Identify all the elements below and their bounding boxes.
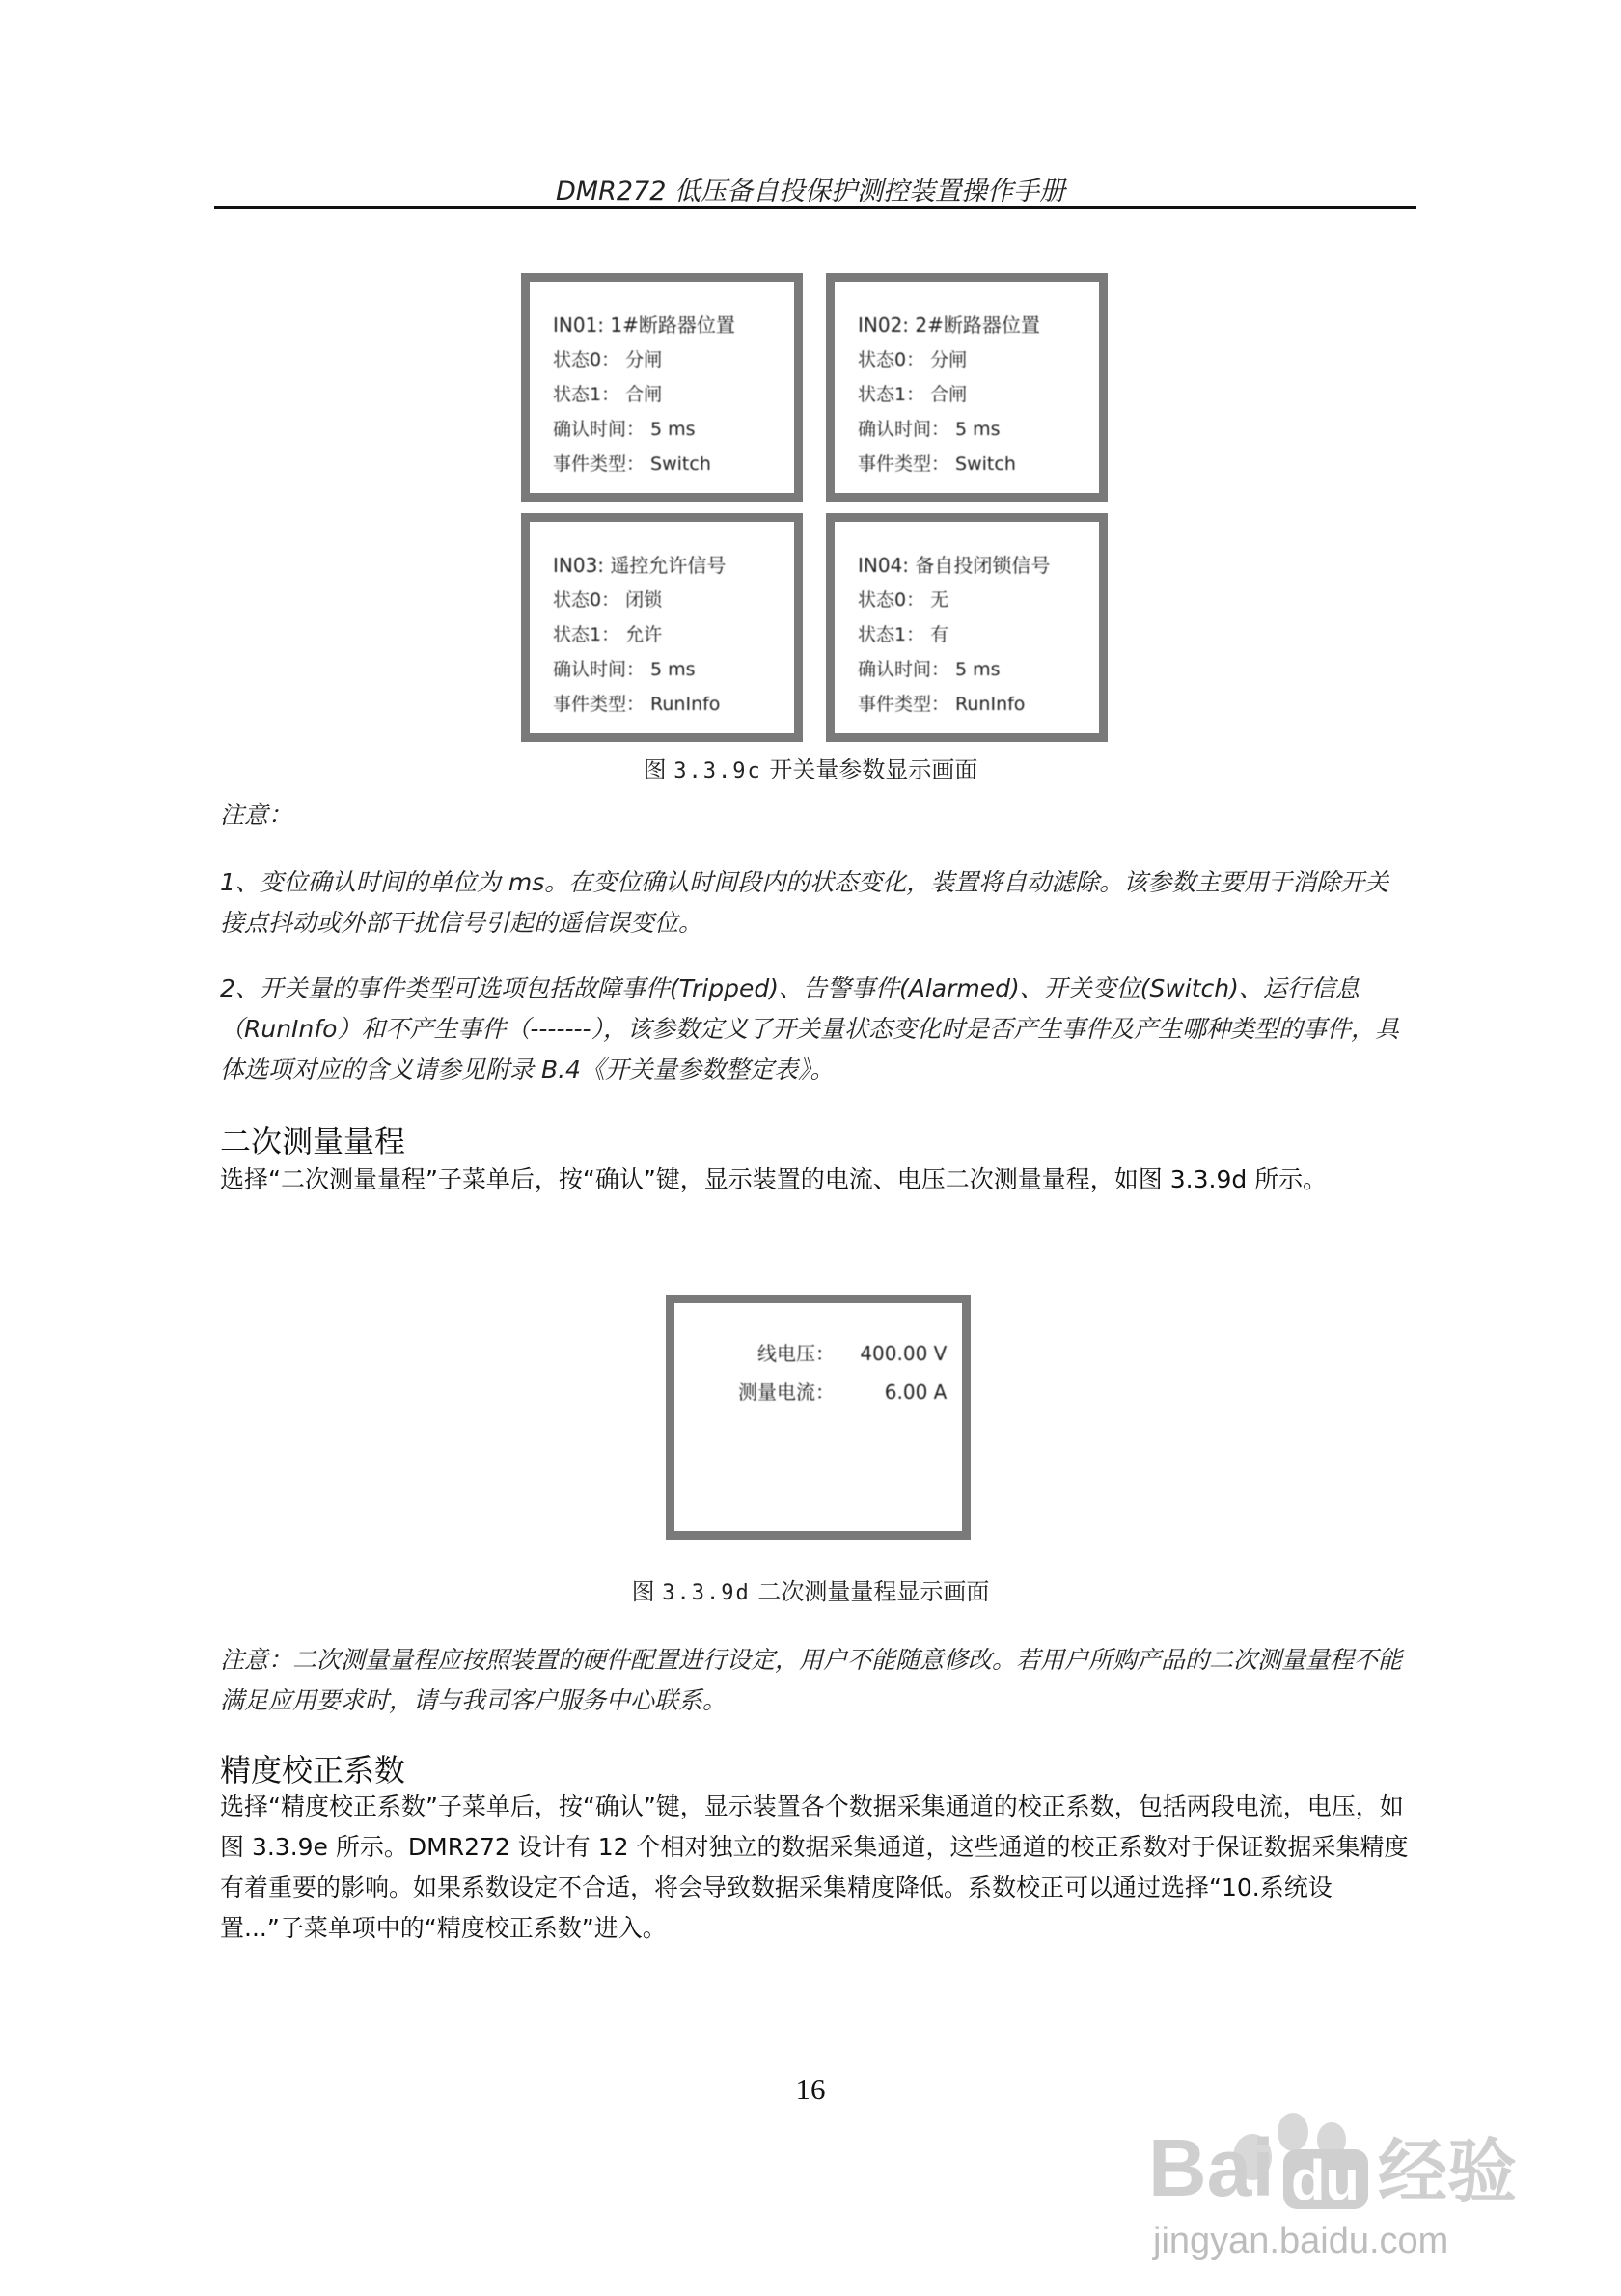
lcd-line: IN03: 遥控允许信号 xyxy=(553,554,727,577)
baidu-jingyan-watermark-logo xyxy=(1148,2091,1553,2217)
lcd-panel-in02 xyxy=(826,273,1108,502)
lcd-line: 状态0： 无 xyxy=(858,589,949,611)
current-label: 测量电流： xyxy=(738,1380,835,1404)
svg-text:Bai: Bai xyxy=(1148,2122,1275,2213)
svg-text:du: du xyxy=(1291,2149,1360,2212)
caption-prefix: 图 xyxy=(631,1578,655,1605)
section-heading-secondary-range: 二次测量量程 xyxy=(220,1123,406,1160)
voltage-value: 400.00 V xyxy=(860,1342,948,1365)
caption-prefix: 图 xyxy=(643,756,667,783)
lcd-line: 状态1： 允许 xyxy=(553,624,663,645)
page-number: 16 xyxy=(795,2072,826,2106)
voltage-label: 线电压： xyxy=(757,1342,835,1365)
caption-text: 二次测量量程显示画面 xyxy=(757,1578,990,1605)
svg-text:经验: 经验 xyxy=(1378,2131,1518,2212)
caption-number: 3.3.9d xyxy=(662,1581,751,1605)
caption-number: 3.3.9c xyxy=(673,759,762,783)
lcd-line: 确认时间： 5 ms xyxy=(858,419,1001,440)
lcd-line: 事件类型： Switch xyxy=(553,453,711,475)
lcd-line: 状态1： 合闸 xyxy=(553,384,663,405)
note-item-1: 1、变位确认时间的单位为 ms。在变位确认时间段内的状态变化，装置将自动滤除。该参数主要用于消除开关接点抖动或外部干扰信号引起的遥信误变位。 xyxy=(220,868,1389,937)
lcd-panel-in01 xyxy=(521,273,803,502)
lcd-line: 状态0： 闭锁 xyxy=(553,589,663,611)
section-paragraph-precision: 选择“精度校正系数”子菜单后，按“确认”键，显示装置各个数据采集通道的校正系数，包括两段电流，电压，如图 3.3.9e 所示。DMR272 设计有 12 个相对独立的数据采集通道，这些通道的校正系数对于保证数据采集精度有着重要的影响。如果系数设定不合适，将会导致数据采集精度降低。系数校正可以通过选择“10.系统设置...”子菜单项中的“精度校正系数”进入。 xyxy=(220,1792,1409,1942)
lcd-line: IN01: 1#断路器位置 xyxy=(553,314,735,337)
note-item-2: 2、开关量的事件类型可选项包括故障事件(Tripped)、告警事件(Alarmed)、开关变位(Switch)、运行信息（RunInfo）和不产生事件（-------），该参数定义了开关量状态变化时是否产生事件及产生哪种类型的事件，具体选项对应的含义请参见附录 B.4《开关量参数整定表》。 xyxy=(220,974,1400,1083)
header-divider xyxy=(214,206,1416,209)
lcd-panel-secondary-range xyxy=(666,1295,971,1540)
lcd-line: 状态0： 分闸 xyxy=(553,349,663,370)
lcd-line: IN02: 2#断路器位置 xyxy=(858,314,1040,337)
lcd-line: 事件类型： Switch xyxy=(858,453,1016,475)
lcd-line: 状态0： 分闸 xyxy=(858,349,968,370)
note-label: 注意： xyxy=(220,801,293,829)
figure-caption-3-3-9c xyxy=(0,751,1621,784)
caption-text: 开关量参数显示画面 xyxy=(769,756,978,783)
lcd-line: 确认时间： 5 ms xyxy=(553,419,696,440)
section-heading-precision: 精度校正系数 xyxy=(220,1752,406,1789)
current-value: 6.00 A xyxy=(884,1380,948,1404)
page-header-title: DMR272 低压备自投保护测控装置操作手册 xyxy=(556,177,1065,206)
lcd-line: 事件类型： RunInfo xyxy=(858,694,1026,715)
watermark-url: jingyan.baidu.com xyxy=(1153,2221,1449,2261)
lcd-line: 状态1： 有 xyxy=(858,624,949,645)
lcd-line-voltage xyxy=(698,1334,962,1373)
note-secondary-range: 注意：二次测量量程应按照装置的硬件配置进行设定，用户不能随意修改。若用户所购产品的二次测量量程不能满足应用要求时，请与我司客户服务中心联系。 xyxy=(220,1646,1403,1714)
lcd-line: 确认时间： 5 ms xyxy=(858,659,1001,680)
lcd-line: 事件类型： RunInfo xyxy=(553,694,721,715)
lcd-line-current xyxy=(698,1373,962,1411)
lcd-panel-in03 xyxy=(521,513,803,742)
lcd-line: 状态1： 合闸 xyxy=(858,384,968,405)
lcd-panel-in04 xyxy=(826,513,1108,742)
figure-caption-3-3-9d xyxy=(0,1572,1621,1606)
lcd-line: 确认时间： 5 ms xyxy=(553,659,696,680)
lcd-line: IN04: 备自投闭锁信号 xyxy=(858,554,1051,577)
section-paragraph-secondary-range: 选择“二次测量量程”子菜单后，按“确认”键，显示装置的电流、电压二次测量量程，如图 3.3.9d 所示。 xyxy=(220,1165,1328,1193)
